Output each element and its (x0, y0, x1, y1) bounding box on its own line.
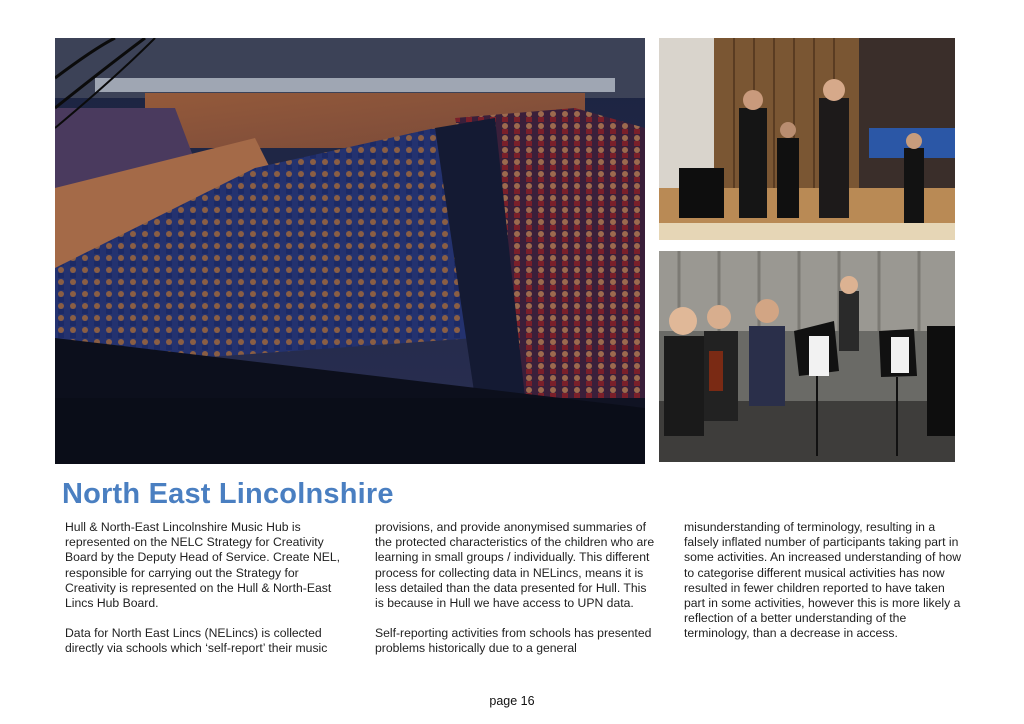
page-number: page 16 (489, 694, 535, 708)
text-column-2 (375, 520, 657, 672)
choir-arena-photo (55, 38, 645, 464)
paragraph: Self-reporting activities from schools has presented problems historically due to a general (375, 626, 652, 656)
paragraph: Data for North East Lincs (NELincs) is collected directly via schools which ‘self-report’ their music (65, 626, 328, 656)
text-column-3 (684, 520, 966, 657)
text-column-1 (65, 520, 347, 672)
paragraph: misunderstanding of terminology, resulting in a falsely inflated number of participants taking part in some activities. An increased understanding of how to categorise different musical activities has now resulted in fewer children reported to have taken part in some activities, however this is more likely a reflection of a better understanding of the terminology, than a decrease in access. (684, 520, 962, 641)
stage-performers-photo (659, 38, 955, 240)
paragraph: Hull & North-East Lincolnshire Music Hub is represented on the NELC Strategy for Creativity Board by the Deputy Head of Service. Create NEL, responsible for carrying out the Strategy for Creativity is represented on the Hull & North-East Lincs Hub Board. (65, 520, 341, 611)
young-musicians-photo (659, 251, 955, 462)
paragraph: provisions, and provide anonymised summaries of the protected characteristics of the children who are learning in small groups / individually. This different process for collecting data in NELincs, means it is less detailed than the data presented for Hull. This is because in Hull we have access to UPN data. (375, 520, 655, 611)
page-heading: North East Lincolnshire (62, 478, 394, 510)
